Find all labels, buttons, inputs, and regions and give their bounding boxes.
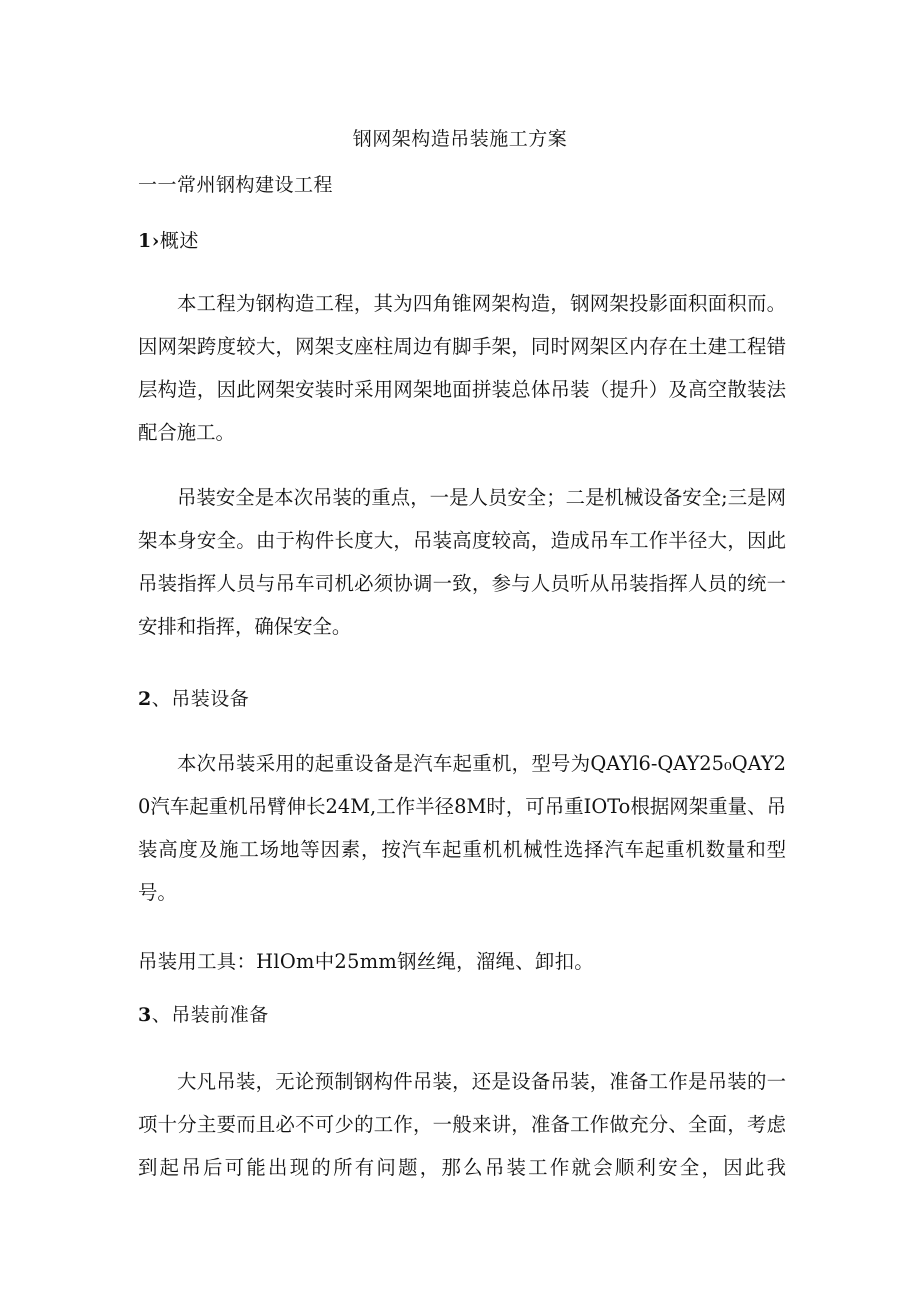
section-2-paragraph-1: 本次吊装采用的起重设备是汽车起重机，型号为QAYl6-QAY25₀QAY20汽车起重机吊臂伸长24M,工作半径8M时，可吊重IOTo根据网架重量、吊装高度及施工场地等因素，按汽车起重机机械性选择汽车起重机数量和型号。: [138, 752, 786, 904]
section-3-heading: [138, 1000, 269, 1027]
section-1-heading: [138, 226, 199, 253]
section-2-heading: [138, 684, 249, 711]
section-2-title: 、吊装设备: [151, 688, 250, 710]
document-title: 钢网架构造吊装施工方案: [352, 128, 568, 150]
document-subtitle: 一一常州钢构建设工程: [138, 174, 334, 196]
section-1-paragraph-2: 吊装安全是本次吊装的重点，一是人员安全；二是机械设备安全;三是网架本身安全。由于构件长度大，吊装高度较高，造成吊车工作半径大，因此吊装指挥人员与吊车司机必须协调一致，参与人员听从吊装指挥人员的统一安排和指挥，确保安全。: [138, 486, 786, 638]
section-3-title: 、吊装前准备: [151, 1004, 269, 1026]
section-1-title: 概述: [159, 230, 199, 252]
section-1-paragraph-1: 本工程为钢构造工程，其为四角锥网架构造，钢网架投影面积面积而。因网架跨度较大，网架支座柱周边有脚手架，同时网架区内存在土建工程错层构造，因此网架安装时采用网架地面拼装总体吊装（提升）及高空散装法配合施工。: [138, 292, 786, 444]
section-1-number: 1›: [138, 230, 160, 252]
section-2-tools-line: 吊装用工具：HlOm中25mm钢丝绳，溜绳、卸扣。: [138, 950, 594, 973]
section-3-number: 3: [138, 1004, 152, 1026]
section-3-paragraph-1: 大凡吊装，无论预制钢构件吊装，还是设备吊装，准备工作是吊装的一项十分主要而且必不可少的工作，一般来讲，准备工作做充分、全面，考虑到起吊后可能出现的所有问题，那么吊装工作就会顺利安全，因此我: [138, 1070, 786, 1179]
section-2-number: 2: [138, 688, 152, 710]
